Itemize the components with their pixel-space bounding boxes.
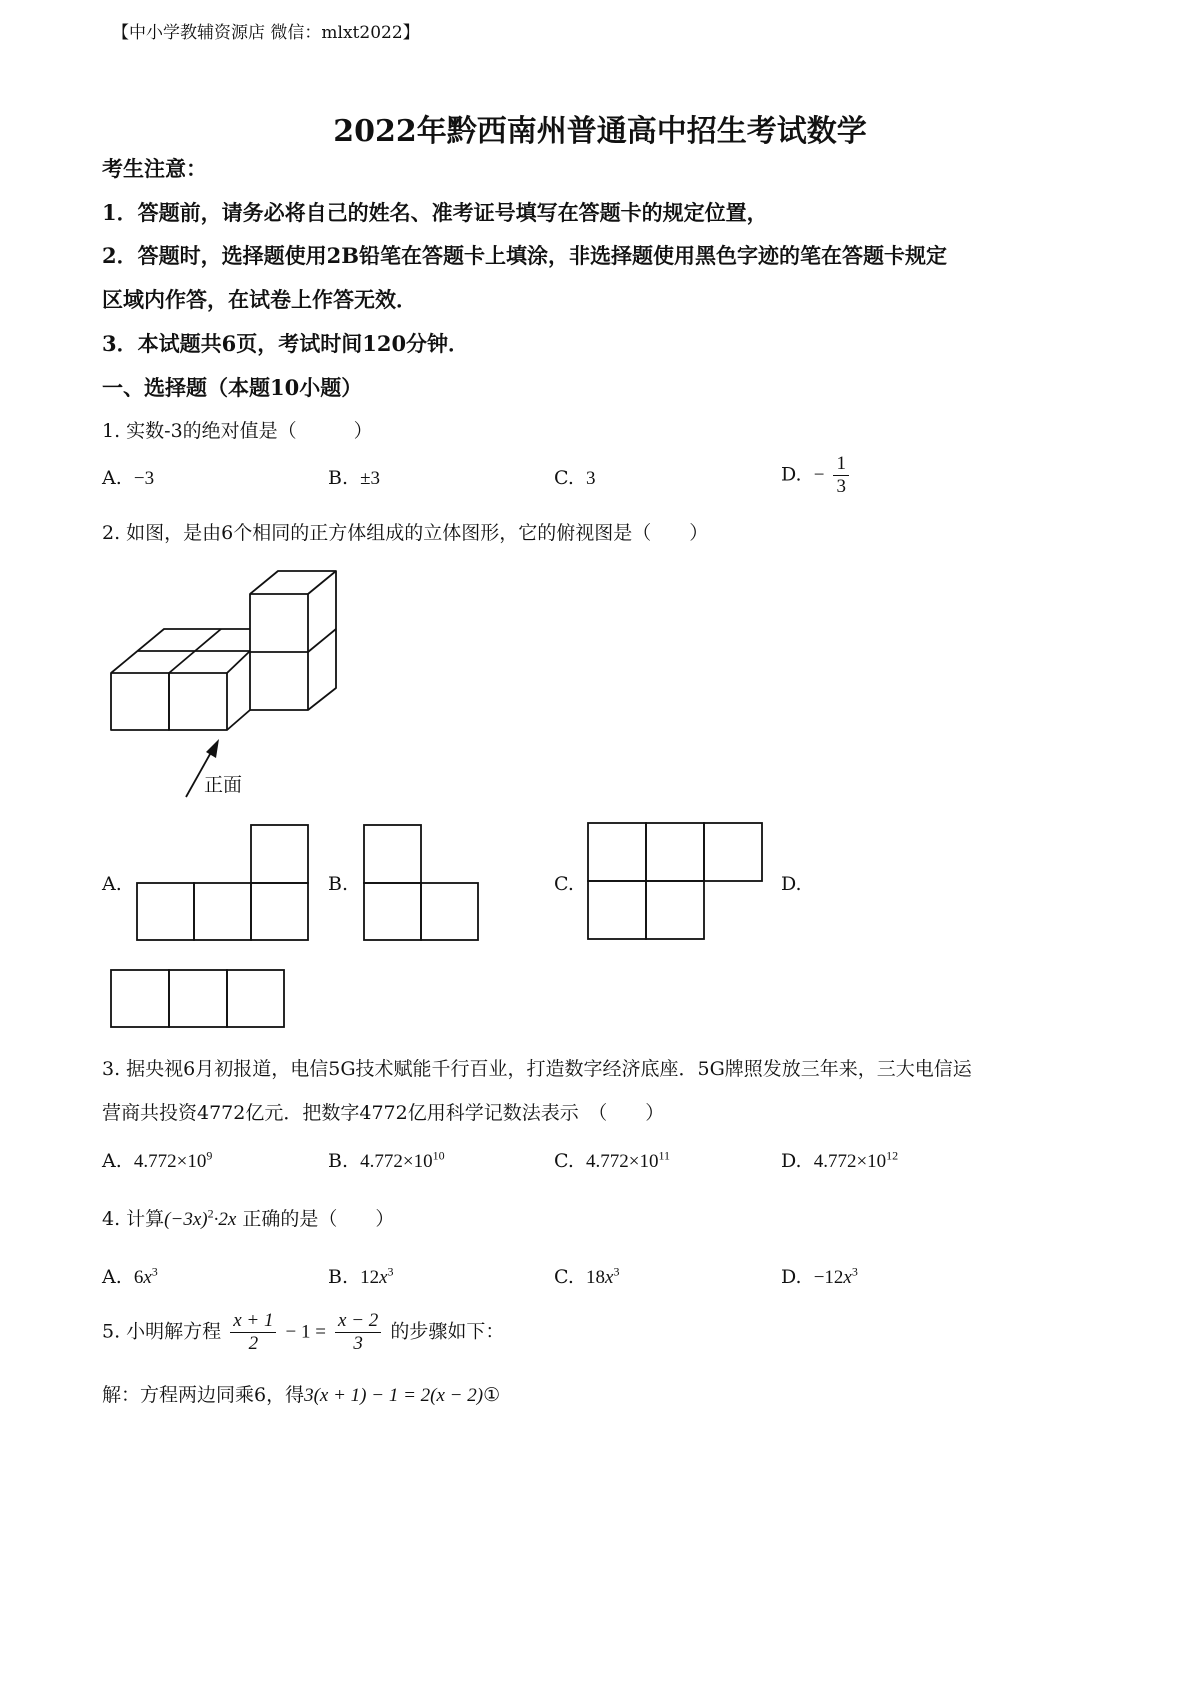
q3-option-a[interactable]: A. $4.772\times 10^9$ <box>102 1148 213 1172</box>
q3-option-b[interactable]: B. $4.772\times 10^{10}$ <box>328 1148 445 1172</box>
notice-item-1: 1．答题前，请务必将自己的姓名、准考证号填写在答题卡的规定位置， <box>102 200 768 225</box>
question-4-stem: 4. 计算$(-3x)^2\cdot 2x$ 正确的是（ ） <box>102 1206 395 1230</box>
q1-option-b[interactable]: B. ±3 <box>328 467 381 489</box>
q4-option-b[interactable]: B. $12x^3$ <box>328 1264 394 1288</box>
q4-option-d[interactable]: D. $-12x^3$ <box>781 1264 858 1288</box>
fraction-x-plus-1-over-2: $\frac{x + 1}{2}$ <box>230 1310 276 1355</box>
q3-option-c[interactable]: C. $4.772\times 10^{11}$ <box>554 1148 671 1172</box>
q4-option-c[interactable]: C. $18x^3$ <box>554 1264 620 1288</box>
q1-option-c[interactable]: C. 3 <box>554 467 596 489</box>
q2-option-b[interactable]: B. <box>328 873 349 895</box>
q1-option-a[interactable]: A. −3 <box>102 467 155 489</box>
q3-option-d[interactable]: D. $4.772\times 10^{12}$ <box>781 1148 899 1172</box>
section-heading: 一、选择题（本题10小题） <box>102 375 363 400</box>
notice-heading: 考生注意： <box>102 156 207 181</box>
question-3-line-1: 3. 据央视6月初报道，电信5G技术赋能千行百业，打造数字经济底座．5G牌照发放三年来，三大电信运 <box>102 1058 972 1080</box>
q4-expression: (−3x) <box>164 1209 208 1230</box>
q1-option-d[interactable]: D. − $\frac{1}{3}$ <box>781 453 852 498</box>
question-1-stem: 1. 实数-3的绝对值是（ ） <box>102 420 373 442</box>
header-note: 【中小学教辅资源店 微信：mlxt2022】 <box>112 23 420 43</box>
step-marker: ① <box>483 1384 501 1406</box>
notice-item-2: 2．答题时，选择题使用2B铅笔在答题卡上填涂，非选择题使用黑色字迹的笔在答题卡规定 <box>102 243 947 268</box>
q2-option-a[interactable]: A. <box>102 873 122 895</box>
solution-step-1: 解：方程两边同乘6，得3(x + 1) − 1 = 2(x − 2)① <box>102 1384 501 1406</box>
page-title: 2022年黔西南州普通高中招生考试数学 <box>333 114 867 149</box>
question-5-stem: 5. 小明解方程 $\frac{x + 1}{2}$ − 1 = $\frac{x - 2}{3}$ 的步骤如下： <box>102 1310 505 1354</box>
fraction-one-third: $\frac{1}{3}$ <box>833 453 849 498</box>
fraction-x-minus-2-over-3: $\frac{x - 2}{3}$ <box>335 1310 381 1355</box>
q4-option-a[interactable]: A. $6x^3$ <box>102 1264 158 1288</box>
question-2-stem: 2. 如图，是由6个相同的正方体组成的立体图形，它的俯视图是（ ） <box>102 522 709 544</box>
notice-item-3: 3．本试题共6页，考试时间120分钟． <box>102 331 470 356</box>
front-label: 正面 <box>204 774 243 796</box>
solution-equation: 3(x + 1) − 1 = 2(x − 2) <box>304 1385 484 1406</box>
notice-item-2-cont: 区域内作答，在试卷上作答无效． <box>102 287 417 312</box>
q2-option-c[interactable]: C. <box>554 873 574 895</box>
question-3-line-2: 营商共投资4772亿元．把数字4772亿用科学记数法表示 （ ） <box>102 1102 665 1124</box>
q2-option-d[interactable]: D. <box>781 873 802 895</box>
